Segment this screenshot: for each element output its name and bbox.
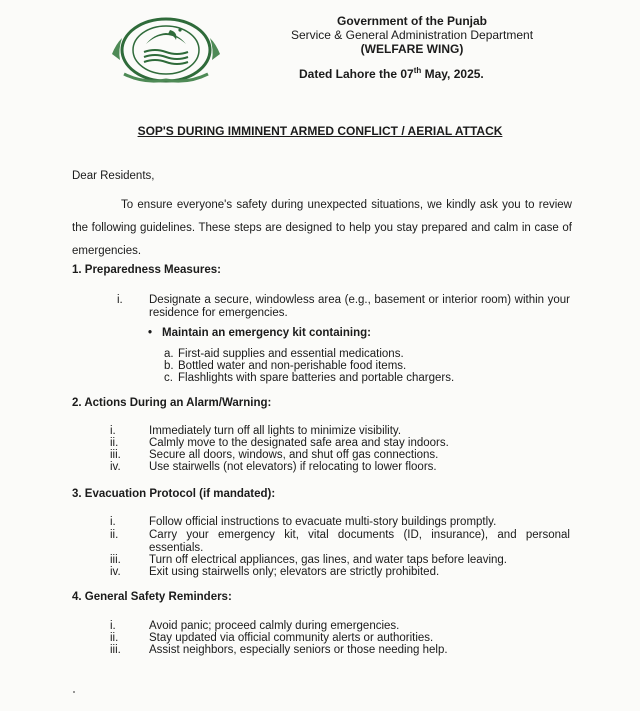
greeting: Dear Residents, bbox=[72, 170, 155, 182]
sub-list-item: a. First-aid supplies and essential medications. bbox=[164, 348, 404, 360]
department-name: Service & General Administration Department bbox=[290, 28, 534, 42]
section-heading: 3. Evacuation Protocol (if mandated): bbox=[72, 488, 276, 500]
stray-mark bbox=[73, 691, 75, 693]
bullet-item: • Maintain an emergency kit containing: bbox=[148, 327, 371, 339]
document-title: SOP'S DURING IMMINENT ARMED CONFLICT / AERIAL ATTACK bbox=[137, 124, 503, 138]
government-name: Government of the Punjab bbox=[336, 14, 487, 28]
punjab-government-logo bbox=[108, 14, 224, 86]
date-line: Dated Lahore the 07th May, 2025. bbox=[299, 66, 484, 81]
wing-name: (WELFARE WING) bbox=[360, 42, 464, 56]
section-heading: 2. Actions During an Alarm/Warning: bbox=[72, 397, 272, 409]
sub-list-item: b. Bottled water and non-perishable food items. bbox=[164, 360, 407, 372]
letterhead bbox=[262, 14, 562, 56]
intro-paragraph: To ensure everyone's safety during unexpected situations, we kindly ask you to review the following guidelines. These steps are designed to help you stay prepared and calm in case of emergencies. bbox=[72, 199, 572, 257]
section-heading: 1. Preparedness Measures: bbox=[72, 264, 221, 276]
section-heading: 4. General Safety Reminders: bbox=[72, 591, 232, 603]
document-page: Government of the Punjab Service & General Administration Department (WELFARE WING) Dated Lahore the 07th May, 2025. SOP'S DURING IMMINENT ARMED CONFLICT / AERIAL ATTACK Dear Residents, To ensure everyone's safety during unexpected situations, we kindly ask you to review the following guidelines. These steps are designed to help you stay prepared and calm in case of emergencies. 1. Preparedness Measures: i. Designate a secure, windowless area (e.g., basement or interior room) within your residence for emergencies. • Maintain an emergency kit containing: a. First-aid supplies and essential medications. b. Bottled water and non-perishable food items. c. Flashlights with spare batteries and portable chargers. 2. Actions During an Alarm/Warning: i. Immediately turn off all lights to minimize visibility. ii. Calmly move to the designated safe area and stay indoors. iii. Secure all doors, windows, and shut off gas connections. iv. Use stairwells (not elevators) if relocating to lower floors. 3. Evacuation Protocol (if mandated): i. Follow official instructions to evacuate multi-story buildings promptly. ii. Carry your emergency kit, vital documents (ID, insurance), and personal essentials. iii. Turn off electrical appliances, gas lines, and water taps before leaving. iv. Exit using stairwells only; elevators are strictly prohibited. 4. General Safety Reminders: i. Avoid panic; proceed calmly during emergencies. ii. Stay updated via official community alerts or authorities. iii. Assist neighbors, especially seniors or those needing help. bbox=[0, 0, 640, 711]
sub-list-item: c. Flashlights with spare batteries and portable chargers. bbox=[164, 372, 455, 384]
